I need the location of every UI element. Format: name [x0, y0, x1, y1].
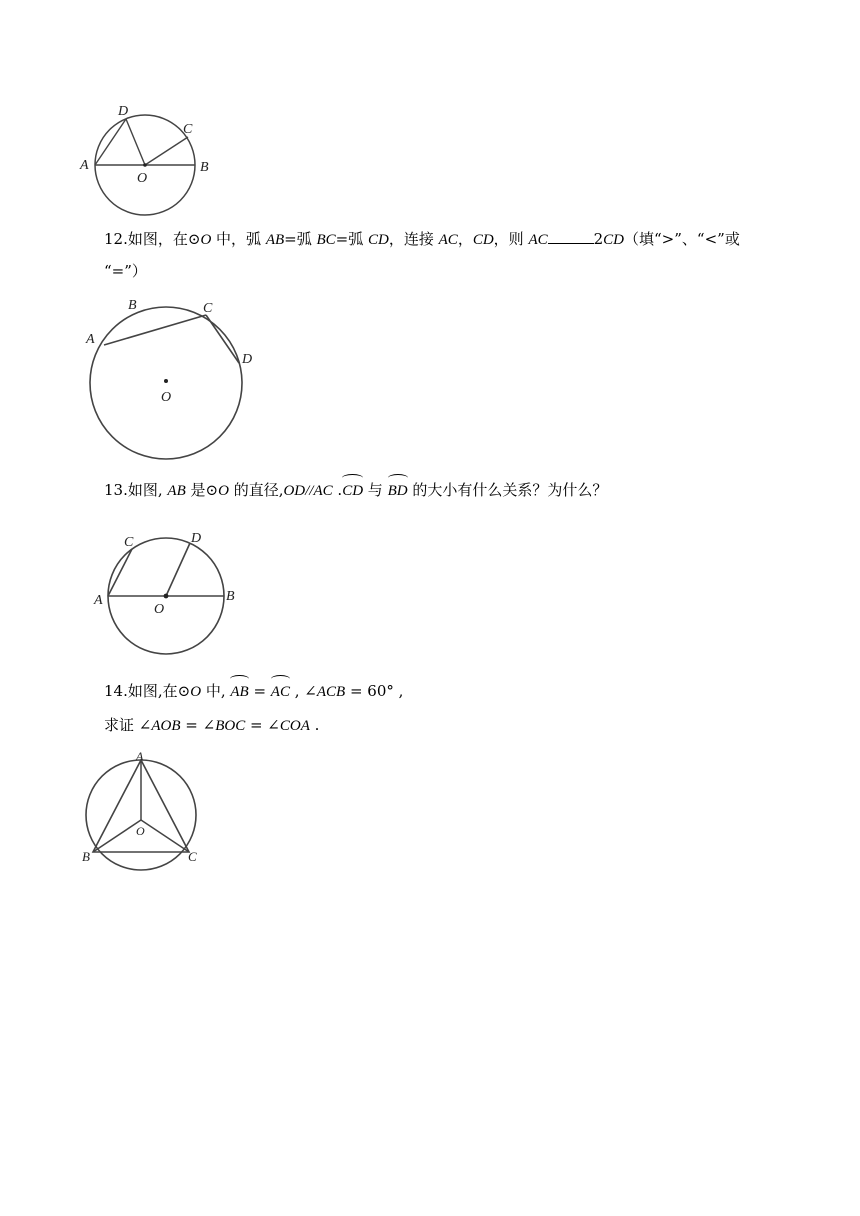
- label-b: B: [82, 849, 90, 864]
- label-c: C: [203, 301, 213, 316]
- label-a: A: [86, 332, 95, 347]
- answer-blank[interactable]: [548, 227, 594, 244]
- segment-do: [126, 119, 145, 165]
- label-d: D: [242, 352, 253, 367]
- arc-cd: CD: [342, 477, 363, 505]
- arc-ab: AB: [230, 678, 248, 706]
- figure-q13: [88, 524, 248, 659]
- label-a: A: [80, 158, 89, 173]
- label-c: C: [188, 849, 197, 864]
- label-b: B: [200, 160, 209, 175]
- segment-oc: [145, 137, 188, 165]
- label-c: C: [124, 535, 134, 550]
- label-d: D: [118, 104, 129, 119]
- radius-oc: [141, 820, 189, 852]
- center-point: [164, 594, 169, 599]
- label-b: B: [226, 589, 235, 604]
- chord-cd: [206, 315, 239, 363]
- label-o: O: [137, 171, 148, 186]
- figure-q11: [70, 95, 230, 220]
- radius-od: [166, 543, 190, 596]
- label-d: D: [191, 531, 202, 546]
- chord-ac: [104, 315, 206, 345]
- label-a: A: [136, 749, 144, 763]
- question-12-line2: “=”）: [104, 262, 147, 280]
- label-a: A: [94, 593, 103, 608]
- figure-q12: [80, 295, 270, 465]
- question-14-line2: 求证 ∠AOB = ∠BOC = ∠COA .: [104, 716, 320, 734]
- chord-ac: [108, 549, 132, 596]
- figure-q14: [76, 748, 216, 878]
- center-point: [143, 163, 147, 167]
- label-o: O: [154, 602, 165, 617]
- question-12-line1: 12.如图，在⊙O 中，弧 AB=弧 BC=弧 CD，连接 AC，CD，则 AC 2CD（填“>”、“<”或: [104, 225, 740, 254]
- center-point: [164, 379, 168, 383]
- segment-ad: [95, 119, 126, 165]
- arc-ac: AC: [271, 678, 290, 706]
- label-o: O: [161, 390, 172, 405]
- question-14-line1: 14.如图,在⊙O 中, AB = AC , ∠ACB = 60° ,: [104, 677, 403, 706]
- arc-bd: BD: [388, 477, 408, 505]
- label-o: O: [136, 824, 145, 838]
- question-13: 13.如图, AB 是⊙O 的直径,OD//AC .CD 与 BD 的大小有什么关系？为什么？: [104, 476, 607, 505]
- label-c: C: [183, 122, 193, 137]
- label-b: B: [128, 298, 137, 313]
- radius-ob: [93, 820, 141, 852]
